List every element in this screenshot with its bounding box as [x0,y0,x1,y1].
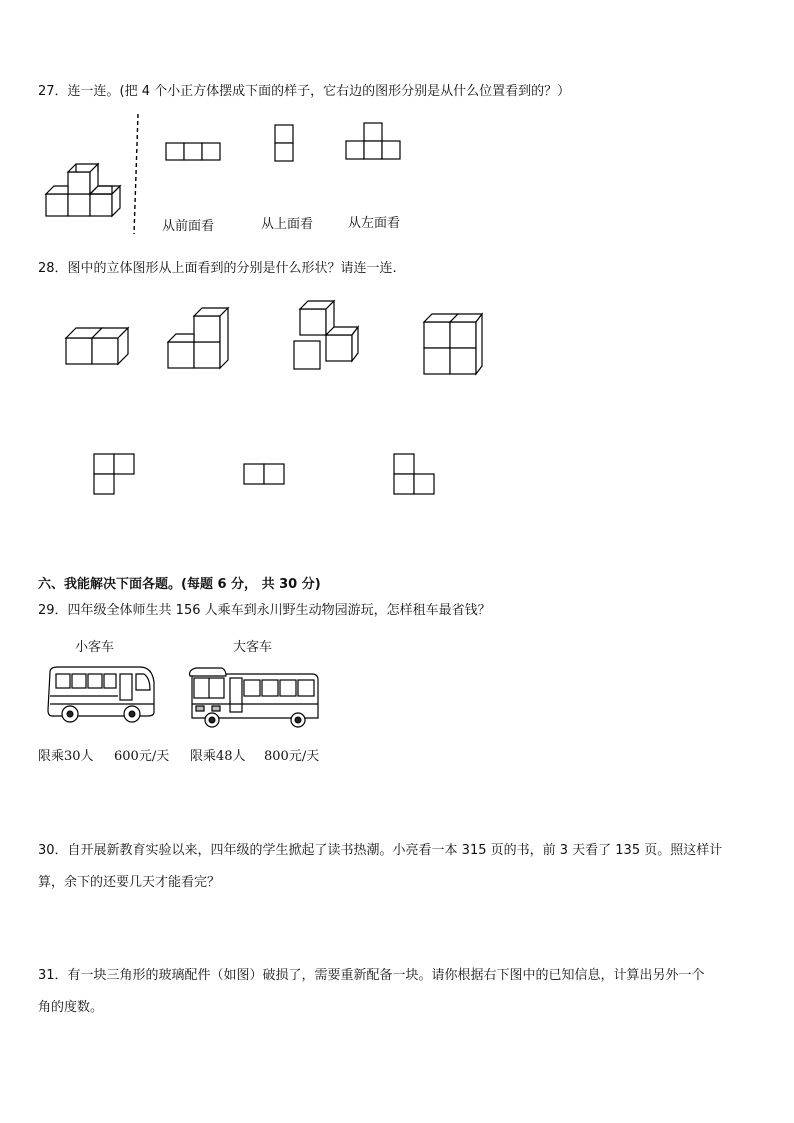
q29-big-bus-price: 800元/天 [264,749,320,764]
q27-view-left [344,121,404,163]
q27-label-front: 从前面看 [162,219,215,234]
q28-top-view-3 [392,452,438,496]
q29-small-bus-price: 600元/天 [114,749,170,764]
q31-line-2: 角的度数。 [38,1000,104,1015]
q28-solid-4 [422,314,484,376]
q29-big-bus-capacity: 限乘48人 [190,749,246,764]
q29-small-bus-capacity: 限乘30人 [38,749,94,764]
q28-top-view-1 [92,452,138,496]
q29-big-bus-name: 大客车 [233,640,273,655]
q28-solid-2 [166,308,230,370]
section-6-title: 六、我能解决下面各题。(每题 6 分， 共 30 分) [38,577,321,592]
q27-text: 27．连一连。(把 4 个小正方体摆成下面的样子，它右边的图形分别是从什么位置看到的？） [38,84,571,99]
q29-small-bus-name: 小客车 [75,640,115,655]
q27-label-top: 从上面看 [261,217,314,232]
q30-line-1: 30．自开展新教育实验以来，四年级的学生掀起了读书热潮。小亮看一本 315 页的书，前 3 天看了 135 页。照这样计 [38,843,723,858]
q27-dashed-divider [126,112,146,236]
big-bus-icon [186,668,324,730]
q27-view-front [164,141,224,163]
q27-label-left: 从左面看 [348,216,401,231]
q31-line-1: 31．有一块三角形的玻璃配件（如图）破损了，需要重新配备一块。请你根据右下图中的已知信息，计算出另外一个 [38,968,705,983]
q28-solid-1 [64,322,128,368]
q28-solid-3 [292,301,358,371]
q29-text: 29．四年级全体师生共 156 人乘车到永川野生动物园游玩，怎样租车最省钱？ [38,603,491,618]
q28-top-view-2 [242,462,288,488]
q28-text: 28．图中的立体图形从上面看到的分别是什么形状？请连一连. [38,261,397,276]
small-bus-icon [44,664,158,726]
q30-line-2: 算，余下的还要几天才能看完？ [38,875,221,890]
q27-view-top [273,123,297,163]
